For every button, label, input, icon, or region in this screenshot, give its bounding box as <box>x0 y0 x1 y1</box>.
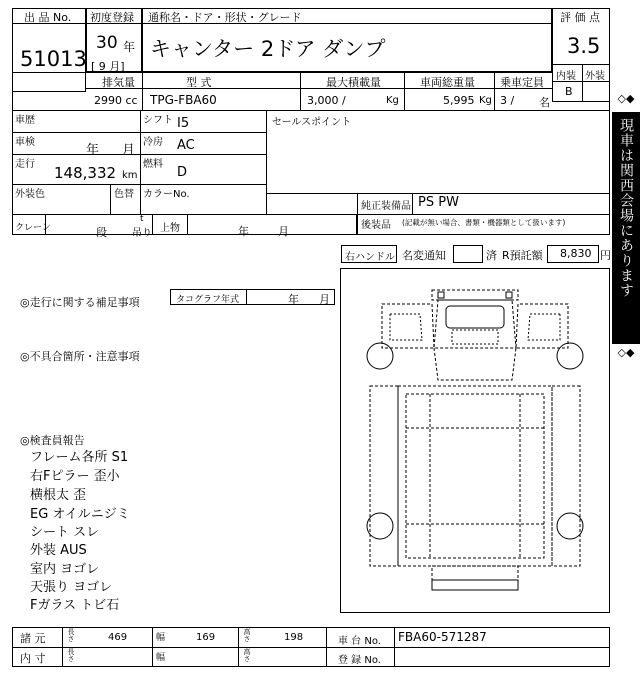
model-label: 型 式 <box>186 76 212 89</box>
gross-weight: 5,995 <box>443 94 475 107</box>
rhd-flag: 右ハンドル <box>345 252 395 263</box>
inspector-label: ◎検査員報告 <box>20 434 85 447</box>
upper-year: 年 <box>238 225 249 238</box>
inspector-line: シート スレ <box>30 525 100 540</box>
inspector-line: Fガラス トビ石 <box>30 598 120 613</box>
car-name-label: 通称名・ドア・形状・グレード <box>148 11 302 24</box>
inspector-line: 天張り ヨゴレ <box>30 580 113 595</box>
side-banner-text: 現車は関西会場にあります <box>618 118 634 298</box>
displacement-label: 排気量 <box>102 76 135 89</box>
recycle-label: R預託額 <box>502 249 543 262</box>
rating-value: 3.5 <box>567 34 601 58</box>
exterior-grade-label: 外装 <box>585 71 605 82</box>
length-label: 長さ <box>67 648 75 662</box>
length-value: 469 <box>108 632 128 643</box>
lot-no: 51013 <box>20 47 87 71</box>
max-load-unit: Kg <box>386 95 399 106</box>
max-load: 3,000 / <box>307 94 346 107</box>
displacement: 2990 cc <box>94 94 138 107</box>
chassis-label: 車 台 No. <box>338 636 381 647</box>
banner-bottom-glyph: ◇◆ <box>617 346 635 359</box>
capacity-unit: 名 <box>539 96 550 109</box>
height-label: 高さ <box>243 628 251 642</box>
upper-month: 月 <box>278 225 289 238</box>
recycle-status: 済 <box>486 249 497 262</box>
fuel: D <box>177 165 188 180</box>
crane-stage: 段 <box>96 226 107 239</box>
inspection-label: 車検 <box>15 137 35 148</box>
truck-diagram <box>340 268 610 613</box>
max-load-label: 最大積載量 <box>326 76 381 89</box>
width-label: 幅 <box>156 653 166 663</box>
fuel-label: 燃料 <box>143 159 163 170</box>
color-code-label: カラーNo. <box>143 189 190 200</box>
inspection-year: 年 <box>86 143 100 158</box>
reg-no-label: 登 録 No. <box>338 655 381 666</box>
aftermarket-label: 後装品 <box>361 220 391 231</box>
recycle-amount: 8,830 <box>560 247 592 260</box>
crane-label: クレーン <box>15 223 51 233</box>
ac-label: 冷房 <box>143 137 163 148</box>
shift-label: シフト <box>143 115 173 126</box>
mileage: 148,332 <box>54 164 117 182</box>
ac: AC <box>177 138 195 153</box>
dims-label: 諸 元 <box>20 632 46 645</box>
first-reg-label: 初度登録 <box>90 11 134 24</box>
name-change-label: 名変通知 <box>402 249 446 262</box>
equipment: PS PW <box>418 195 459 210</box>
banner-top-glyph: ◇◆ <box>617 92 635 105</box>
mileage-label: 走行 <box>15 159 35 170</box>
color-label: 外装色 <box>15 189 45 200</box>
reg-year: 30 <box>96 33 118 53</box>
aftermarket-note: (記載が無い場合、書類・機器類として扱います) <box>402 218 566 227</box>
inspection-month: 月 <box>122 143 136 158</box>
recycle-unit: 円 <box>600 249 611 262</box>
tacho-month: 月 <box>319 293 330 306</box>
inspector-line: 外装 AUS <box>30 543 87 558</box>
rating-label: 評 価 点 <box>560 11 600 24</box>
inspector-line: フレーム各所 S1 <box>30 450 129 465</box>
gross-weight-unit: Kg <box>479 95 492 106</box>
sales-point-label: セールスポイント <box>272 117 352 128</box>
interior-grade-label: 内装 <box>556 71 576 82</box>
capacity-label: 乗車定員 <box>500 76 544 89</box>
chassis-no: FBA60-571287 <box>398 630 487 644</box>
interior-grade: B <box>565 85 573 98</box>
reg-year-unit: 年 <box>123 40 136 54</box>
lot-no-label: 出 品 No. <box>24 11 72 24</box>
inspector-line: 室内 ヨゴレ <box>30 562 100 577</box>
capacity: 3 / <box>500 94 515 107</box>
side-banner <box>612 112 640 344</box>
equipment-label: 純正装備品 <box>361 201 411 212</box>
crane-ton: t <box>140 214 144 224</box>
inspector-line: EG オイルニジミ <box>30 507 130 522</box>
crane-lift: 吊り <box>132 228 152 239</box>
reg-month: [ 9 月] <box>91 60 125 73</box>
length-label: 長さ <box>67 628 75 642</box>
height-label: 高さ <box>243 648 251 662</box>
width-value: 169 <box>196 632 216 643</box>
inspector-line: 横根太 歪 <box>30 488 87 503</box>
shift: I5 <box>177 116 190 131</box>
gross-weight-label: 車両総重量 <box>420 76 475 89</box>
inspector-line: 右Fピラー 歪小 <box>30 469 120 484</box>
color-no-label: 色替 <box>114 189 134 200</box>
interior-dims-label: 内 寸 <box>20 652 46 665</box>
driving-notes-label: ◎走行に関する補足事項 <box>20 296 140 309</box>
height-value: 198 <box>284 632 304 643</box>
mileage-unit: km <box>122 170 138 181</box>
tacho-year: 年 <box>288 293 299 306</box>
car-name: キャンター 2ドア ダンプ <box>150 37 386 61</box>
history-label: 車歴 <box>15 115 35 126</box>
tacho-label: タコグラフ年式 <box>176 295 240 305</box>
width-label: 幅 <box>156 633 166 643</box>
upper-label: 上物 <box>160 223 180 234</box>
defects-label: ◎不具合箇所・注意事項 <box>20 350 140 363</box>
model-code: TPG-FBA60 <box>150 93 217 107</box>
